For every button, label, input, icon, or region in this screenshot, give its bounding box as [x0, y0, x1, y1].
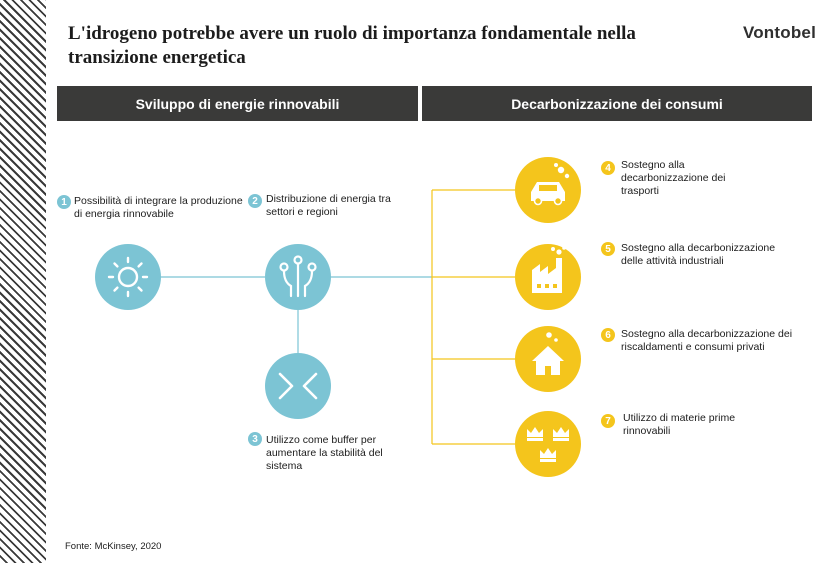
- house-icon: [515, 326, 581, 392]
- step-label-5: Sostegno alla decarbonizzazione delle attività industriali: [621, 242, 776, 267]
- page-title: L'idrogeno potrebbe avere un ruolo di importanza fondamentale nella transizione energetica: [68, 23, 636, 68]
- step-label-4: Sostegno alla decarbonizzazione dei trasporti: [621, 159, 726, 197]
- car-icon: [515, 157, 581, 223]
- connector-lines: [160, 190, 515, 444]
- step-number-3: 3: [248, 432, 262, 446]
- brand-logo: Vontobel: [742, 23, 816, 42]
- header-decarbonization: Decarbonizzazione dei consumi: [422, 86, 812, 121]
- step-label-1: Possibilità di integrare la produzione di energia rinnovabile: [74, 195, 243, 220]
- step-number-7: 7: [601, 414, 615, 428]
- source-note: Fonte: McKinsey, 2020: [65, 541, 162, 552]
- header-renewables: Sviluppo di energie rinnovabili: [57, 86, 418, 121]
- step-label-6: Sostegno alla decarbonizzazione dei riscaldamenti e consumi privati: [621, 328, 793, 353]
- step-label-7: Utilizzo di materie prime rinnovabili: [623, 412, 736, 437]
- step-number-4: 4: [601, 161, 615, 175]
- step-number-2: 2: [248, 194, 262, 208]
- buffer-arrows-icon: [265, 353, 331, 419]
- step-number-6: 6: [601, 328, 615, 342]
- distribution-icon: [265, 244, 331, 310]
- step-number-1: 1: [57, 195, 71, 209]
- step-number-5: 5: [601, 242, 615, 256]
- sun-icon: [95, 244, 161, 310]
- crowns-icon: [515, 411, 581, 477]
- step-label-3: Utilizzo come buffer per aumentare la stabilità del sistema: [266, 434, 383, 472]
- factory-icon: [515, 244, 581, 310]
- step-label-2: Distribuzione di energia tra settori e regioni: [266, 193, 391, 218]
